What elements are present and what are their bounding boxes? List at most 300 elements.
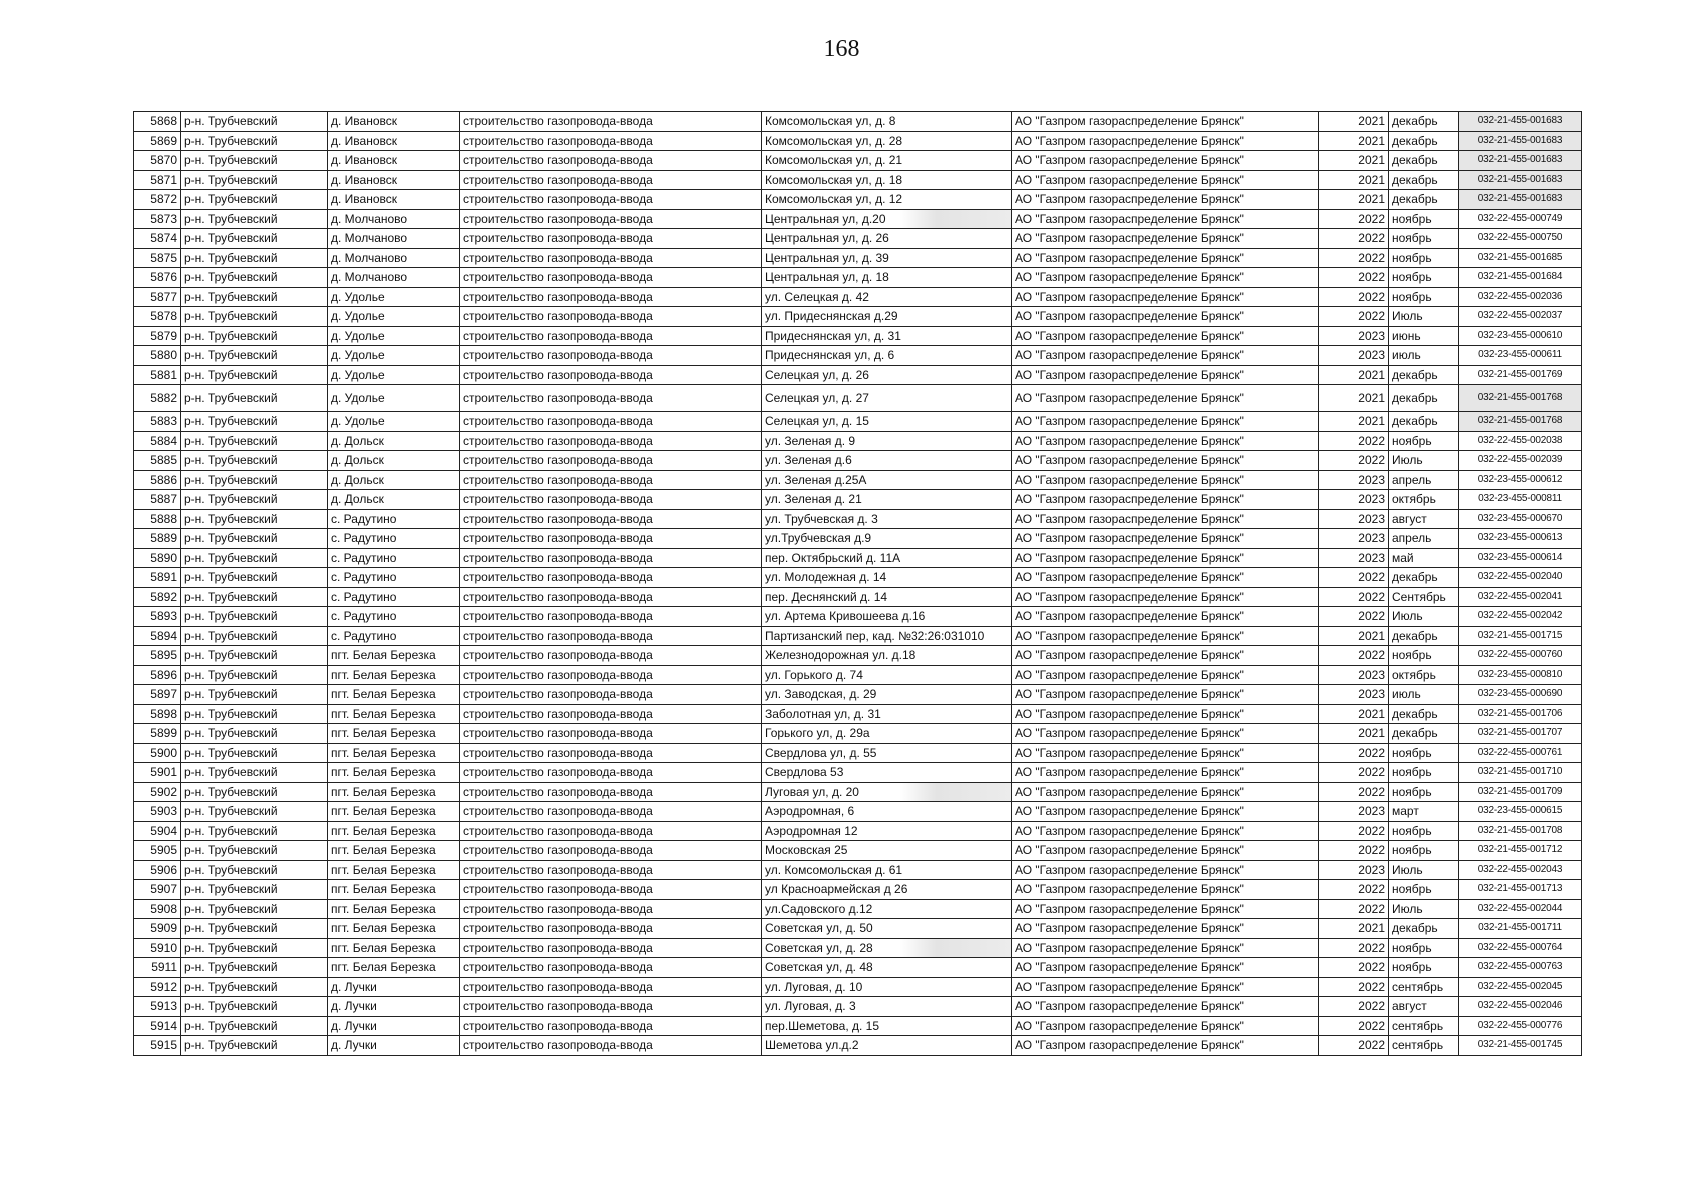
- work-type-cell: строительство газопровода-ввода: [460, 346, 762, 366]
- year-cell: 2021: [1319, 704, 1389, 724]
- district-cell: р-н. Трубчевский: [181, 307, 328, 327]
- locality-cell: д. Лучки: [328, 1036, 460, 1056]
- code-cell: 032-21-455-001768: [1459, 385, 1582, 412]
- district-cell: р-н. Трубчевский: [181, 451, 328, 471]
- organization-cell: АО "Газпром газораспределение Брянск": [1012, 860, 1319, 880]
- row-number: 5877: [134, 287, 181, 307]
- work-type-cell: строительство газопровода-ввода: [460, 938, 762, 958]
- work-type-cell: строительство газопровода-ввода: [460, 190, 762, 210]
- address-cell: ул. Комсомольская д. 61: [762, 860, 1012, 880]
- district-cell: р-н. Трубчевский: [181, 841, 328, 861]
- year-cell: 2022: [1319, 938, 1389, 958]
- table-row: [134, 412, 1582, 432]
- table-body: [134, 112, 1582, 1056]
- year-cell: 2021: [1319, 919, 1389, 939]
- table-row: [134, 490, 1582, 510]
- year-cell: 2023: [1319, 529, 1389, 549]
- table-row: [134, 938, 1582, 958]
- row-number: 5869: [134, 131, 181, 151]
- address-cell: Московская 25: [762, 841, 1012, 861]
- year-cell: 2023: [1319, 548, 1389, 568]
- organization-cell: АО "Газпром газораспределение Брянск": [1012, 724, 1319, 744]
- address-cell: Комсомольская ул, д. 18: [762, 170, 1012, 190]
- address-cell: ул. Придеснянская д.29: [762, 307, 1012, 327]
- work-type-cell: строительство газопровода-ввода: [460, 568, 762, 588]
- locality-cell: д. Дольск: [328, 490, 460, 510]
- year-cell: 2021: [1319, 112, 1389, 132]
- work-type-cell: строительство газопровода-ввода: [460, 490, 762, 510]
- code-cell: 032-22-455-002037: [1459, 307, 1582, 327]
- work-type-cell: строительство газопровода-ввода: [460, 151, 762, 171]
- month-cell: апрель: [1389, 529, 1459, 549]
- month-cell: ноябрь: [1389, 782, 1459, 802]
- organization-cell: АО "Газпром газораспределение Брянск": [1012, 307, 1319, 327]
- address-cell: Свердлова 53: [762, 763, 1012, 783]
- address-cell: ул.Садовского д.12: [762, 899, 1012, 919]
- organization-cell: АО "Газпром газораспределение Брянск": [1012, 412, 1319, 432]
- table-row: [134, 802, 1582, 822]
- year-cell: 2022: [1319, 587, 1389, 607]
- row-number: 5912: [134, 977, 181, 997]
- table-row: [134, 997, 1582, 1017]
- work-type-cell: строительство газопровода-ввода: [460, 899, 762, 919]
- organization-cell: АО "Газпром газораспределение Брянск": [1012, 529, 1319, 549]
- code-cell: 032-21-455-001707: [1459, 724, 1582, 744]
- year-cell: 2021: [1319, 131, 1389, 151]
- organization-cell: АО "Газпром газораспределение Брянск": [1012, 646, 1319, 666]
- year-cell: 2023: [1319, 509, 1389, 529]
- district-cell: р-н. Трубчевский: [181, 724, 328, 744]
- locality-cell: пгт. Белая Березка: [328, 938, 460, 958]
- table-row: [134, 607, 1582, 627]
- table-row: [134, 763, 1582, 783]
- row-number: 5875: [134, 248, 181, 268]
- address-cell: ул. Горького д. 74: [762, 665, 1012, 685]
- year-cell: 2023: [1319, 802, 1389, 822]
- locality-cell: д. Лучки: [328, 977, 460, 997]
- row-number: 5904: [134, 821, 181, 841]
- row-number: 5885: [134, 451, 181, 471]
- district-cell: р-н. Трубчевский: [181, 287, 328, 307]
- work-type-cell: строительство газопровода-ввода: [460, 821, 762, 841]
- month-cell: июнь: [1389, 326, 1459, 346]
- work-type-cell: строительство газопровода-ввода: [460, 919, 762, 939]
- month-cell: декабрь: [1389, 724, 1459, 744]
- work-type-cell: строительство газопровода-ввода: [460, 307, 762, 327]
- table-row: [134, 665, 1582, 685]
- address-cell: Селецкая ул, д. 15: [762, 412, 1012, 432]
- organization-cell: АО "Газпром газораспределение Брянск": [1012, 548, 1319, 568]
- organization-cell: АО "Газпром газораспределение Брянск": [1012, 248, 1319, 268]
- year-cell: 2021: [1319, 724, 1389, 744]
- row-number: 5913: [134, 997, 181, 1017]
- address-cell: Центральная ул, д.20: [762, 209, 1012, 229]
- district-cell: р-н. Трубчевский: [181, 880, 328, 900]
- locality-cell: пгт. Белая Березка: [328, 763, 460, 783]
- organization-cell: АО "Газпром газораспределение Брянск": [1012, 287, 1319, 307]
- code-cell: 032-21-455-001706: [1459, 704, 1582, 724]
- month-cell: Сентябрь: [1389, 587, 1459, 607]
- table-row: [134, 587, 1582, 607]
- row-number: 5878: [134, 307, 181, 327]
- year-cell: 2022: [1319, 268, 1389, 288]
- table-row: [134, 209, 1582, 229]
- locality-cell: пгт. Белая Березка: [328, 919, 460, 939]
- district-cell: р-н. Трубчевский: [181, 431, 328, 451]
- locality-cell: д. Молчаново: [328, 229, 460, 249]
- work-type-cell: строительство газопровода-ввода: [460, 431, 762, 451]
- organization-cell: АО "Газпром газораспределение Брянск": [1012, 490, 1319, 510]
- table-row: [134, 977, 1582, 997]
- code-cell: 032-21-455-001709: [1459, 782, 1582, 802]
- month-cell: Июль: [1389, 607, 1459, 627]
- year-cell: 2022: [1319, 607, 1389, 627]
- district-cell: р-н. Трубчевский: [181, 685, 328, 705]
- month-cell: декабрь: [1389, 704, 1459, 724]
- table-row: [134, 724, 1582, 744]
- month-cell: ноябрь: [1389, 938, 1459, 958]
- year-cell: 2022: [1319, 229, 1389, 249]
- address-cell: ул.Трубчевская д.9: [762, 529, 1012, 549]
- page-number: 168: [823, 36, 860, 62]
- organization-cell: АО "Газпром газораспределение Брянск": [1012, 626, 1319, 646]
- code-cell: 032-23-455-000614: [1459, 548, 1582, 568]
- row-number: 5871: [134, 170, 181, 190]
- table-row: [134, 958, 1582, 978]
- district-cell: р-н. Трубчевский: [181, 151, 328, 171]
- district-cell: р-н. Трубчевский: [181, 365, 328, 385]
- district-cell: р-н. Трубчевский: [181, 821, 328, 841]
- row-number: 5896: [134, 665, 181, 685]
- month-cell: март: [1389, 802, 1459, 822]
- address-cell: Советская ул, д. 50: [762, 919, 1012, 939]
- address-cell: Комсомольская ул, д. 8: [762, 112, 1012, 132]
- address-cell: Аэродромная, 6: [762, 802, 1012, 822]
- work-type-cell: строительство газопровода-ввода: [460, 131, 762, 151]
- locality-cell: д. Молчаново: [328, 248, 460, 268]
- organization-cell: АО "Газпром газораспределение Брянск": [1012, 451, 1319, 471]
- table-row: [134, 860, 1582, 880]
- address-cell: Комсомольская ул, д. 28: [762, 131, 1012, 151]
- locality-cell: пгт. Белая Березка: [328, 821, 460, 841]
- year-cell: 2023: [1319, 490, 1389, 510]
- table-row: [134, 509, 1582, 529]
- district-cell: р-н. Трубчевский: [181, 190, 328, 210]
- work-type-cell: строительство газопровода-ввода: [460, 841, 762, 861]
- row-number: 5907: [134, 880, 181, 900]
- work-type-cell: строительство газопровода-ввода: [460, 626, 762, 646]
- locality-cell: с. Радутино: [328, 529, 460, 549]
- month-cell: декабрь: [1389, 190, 1459, 210]
- address-cell: ул. Луговая, д. 3: [762, 997, 1012, 1017]
- month-cell: Июль: [1389, 451, 1459, 471]
- code-cell: 032-22-455-002044: [1459, 899, 1582, 919]
- organization-cell: АО "Газпром газораспределение Брянск": [1012, 802, 1319, 822]
- district-cell: р-н. Трубчевский: [181, 607, 328, 627]
- table-row: [134, 568, 1582, 588]
- month-cell: ноябрь: [1389, 209, 1459, 229]
- locality-cell: д. Молчаново: [328, 209, 460, 229]
- code-cell: 032-22-455-000764: [1459, 938, 1582, 958]
- year-cell: 2022: [1319, 841, 1389, 861]
- code-cell: 032-23-455-000670: [1459, 509, 1582, 529]
- organization-cell: АО "Газпром газораспределение Брянск": [1012, 209, 1319, 229]
- table-row: [134, 880, 1582, 900]
- table-row: [134, 326, 1582, 346]
- code-cell: 032-22-455-000749: [1459, 209, 1582, 229]
- table-row: [134, 841, 1582, 861]
- locality-cell: д. Ивановск: [328, 131, 460, 151]
- work-type-cell: строительство газопровода-ввода: [460, 1016, 762, 1036]
- locality-cell: д. Удолье: [328, 346, 460, 366]
- work-type-cell: строительство газопровода-ввода: [460, 782, 762, 802]
- table-row: [134, 470, 1582, 490]
- work-type-cell: строительство газопровода-ввода: [460, 587, 762, 607]
- locality-cell: пгт. Белая Березка: [328, 802, 460, 822]
- organization-cell: АО "Газпром газораспределение Брянск": [1012, 268, 1319, 288]
- code-cell: 032-21-455-001715: [1459, 626, 1582, 646]
- code-cell: 032-21-455-001745: [1459, 1036, 1582, 1056]
- district-cell: р-н. Трубчевский: [181, 548, 328, 568]
- address-cell: Придеснянская ул, д. 31: [762, 326, 1012, 346]
- work-type-cell: строительство газопровода-ввода: [460, 268, 762, 288]
- code-cell: 032-22-455-000761: [1459, 743, 1582, 763]
- organization-cell: АО "Газпром газораспределение Брянск": [1012, 841, 1319, 861]
- code-cell: 032-22-455-002041: [1459, 587, 1582, 607]
- code-cell: 032-22-455-002042: [1459, 607, 1582, 627]
- address-cell: Комсомольская ул, д. 12: [762, 190, 1012, 210]
- address-cell: ул. Заводская, д. 29: [762, 685, 1012, 705]
- year-cell: 2022: [1319, 646, 1389, 666]
- work-type-cell: строительство газопровода-ввода: [460, 470, 762, 490]
- table-row: [134, 782, 1582, 802]
- month-cell: сентябрь: [1389, 977, 1459, 997]
- work-type-cell: строительство газопровода-ввода: [460, 529, 762, 549]
- district-cell: р-н. Трубчевский: [181, 385, 328, 412]
- code-cell: 032-22-455-000776: [1459, 1016, 1582, 1036]
- table-row: [134, 248, 1582, 268]
- row-number: 5883: [134, 412, 181, 432]
- organization-cell: АО "Газпром газораспределение Брянск": [1012, 958, 1319, 978]
- table-row: [134, 685, 1582, 705]
- row-number: 5911: [134, 958, 181, 978]
- locality-cell: пгт. Белая Березка: [328, 899, 460, 919]
- locality-cell: пгт. Белая Березка: [328, 685, 460, 705]
- locality-cell: д. Удолье: [328, 307, 460, 327]
- year-cell: 2022: [1319, 880, 1389, 900]
- address-cell: Селецкая ул, д. 26: [762, 365, 1012, 385]
- organization-cell: АО "Газпром газораспределение Брянск": [1012, 509, 1319, 529]
- table-row: [134, 646, 1582, 666]
- locality-cell: д. Дольск: [328, 431, 460, 451]
- year-cell: 2022: [1319, 958, 1389, 978]
- address-cell: ул Красноармейская д 26: [762, 880, 1012, 900]
- district-cell: р-н. Трубчевский: [181, 1036, 328, 1056]
- work-type-cell: строительство газопровода-ввода: [460, 743, 762, 763]
- district-cell: р-н. Трубчевский: [181, 326, 328, 346]
- work-type-cell: строительство газопровода-ввода: [460, 977, 762, 997]
- district-cell: р-н. Трубчевский: [181, 170, 328, 190]
- organization-cell: АО "Газпром газораспределение Брянск": [1012, 763, 1319, 783]
- row-number: 5897: [134, 685, 181, 705]
- year-cell: 2022: [1319, 821, 1389, 841]
- table-row: [134, 268, 1582, 288]
- month-cell: ноябрь: [1389, 646, 1459, 666]
- year-cell: 2022: [1319, 997, 1389, 1017]
- row-number: 5901: [134, 763, 181, 783]
- locality-cell: д. Удолье: [328, 365, 460, 385]
- address-cell: Советская ул, д. 48: [762, 958, 1012, 978]
- district-cell: р-н. Трубчевский: [181, 1016, 328, 1036]
- year-cell: 2023: [1319, 346, 1389, 366]
- code-cell: 032-21-455-001710: [1459, 763, 1582, 783]
- address-cell: Аэродромная 12: [762, 821, 1012, 841]
- code-cell: 032-23-455-000690: [1459, 685, 1582, 705]
- table-row: [134, 190, 1582, 210]
- year-cell: 2022: [1319, 743, 1389, 763]
- work-type-cell: строительство газопровода-ввода: [460, 997, 762, 1017]
- district-cell: р-н. Трубчевский: [181, 782, 328, 802]
- organization-cell: АО "Газпром газораспределение Брянск": [1012, 919, 1319, 939]
- table-row: [134, 112, 1582, 132]
- month-cell: декабрь: [1389, 131, 1459, 151]
- year-cell: 2022: [1319, 431, 1389, 451]
- row-number: 5882: [134, 385, 181, 412]
- locality-cell: д. Ивановск: [328, 190, 460, 210]
- locality-cell: пгт. Белая Березка: [328, 724, 460, 744]
- district-cell: р-н. Трубчевский: [181, 860, 328, 880]
- code-cell: 032-22-455-002046: [1459, 997, 1582, 1017]
- month-cell: ноябрь: [1389, 841, 1459, 861]
- table-row: [134, 385, 1582, 412]
- row-number: 5903: [134, 802, 181, 822]
- work-type-cell: строительство газопровода-ввода: [460, 509, 762, 529]
- table-row: [134, 287, 1582, 307]
- year-cell: 2021: [1319, 190, 1389, 210]
- address-cell: Шеметова ул.д.2: [762, 1036, 1012, 1056]
- table-row: [134, 1036, 1582, 1056]
- code-cell: 032-23-455-000610: [1459, 326, 1582, 346]
- row-number: 5887: [134, 490, 181, 510]
- district-cell: р-н. Трубчевский: [181, 938, 328, 958]
- month-cell: ноябрь: [1389, 248, 1459, 268]
- code-cell: 032-21-455-001768: [1459, 412, 1582, 432]
- row-number: 5870: [134, 151, 181, 171]
- year-cell: 2022: [1319, 1036, 1389, 1056]
- month-cell: Июль: [1389, 899, 1459, 919]
- month-cell: август: [1389, 997, 1459, 1017]
- year-cell: 2022: [1319, 899, 1389, 919]
- table-row: [134, 919, 1582, 939]
- row-number: 5906: [134, 860, 181, 880]
- district-cell: р-н. Трубчевский: [181, 529, 328, 549]
- year-cell: 2021: [1319, 151, 1389, 171]
- address-cell: ул. Зеленая д.6: [762, 451, 1012, 471]
- locality-cell: д. Удолье: [328, 326, 460, 346]
- district-cell: р-н. Трубчевский: [181, 229, 328, 249]
- organization-cell: АО "Газпром газораспределение Брянск": [1012, 587, 1319, 607]
- code-cell: 032-21-455-001683: [1459, 112, 1582, 132]
- district-cell: р-н. Трубчевский: [181, 412, 328, 432]
- month-cell: октябрь: [1389, 665, 1459, 685]
- code-cell: 032-23-455-000615: [1459, 802, 1582, 822]
- address-cell: Железнодорожная ул. д.18: [762, 646, 1012, 666]
- district-cell: р-н. Трубчевский: [181, 763, 328, 783]
- district-cell: р-н. Трубчевский: [181, 248, 328, 268]
- code-cell: 032-23-455-000613: [1459, 529, 1582, 549]
- organization-cell: АО "Газпром газораспределение Брянск": [1012, 229, 1319, 249]
- month-cell: сентябрь: [1389, 1016, 1459, 1036]
- row-number: 5872: [134, 190, 181, 210]
- year-cell: 2023: [1319, 326, 1389, 346]
- work-type-cell: строительство газопровода-ввода: [460, 209, 762, 229]
- code-cell: 032-22-455-002038: [1459, 431, 1582, 451]
- code-cell: 032-23-455-000612: [1459, 470, 1582, 490]
- code-cell: 032-21-455-001683: [1459, 131, 1582, 151]
- organization-cell: АО "Газпром газораспределение Брянск": [1012, 821, 1319, 841]
- month-cell: Июль: [1389, 860, 1459, 880]
- address-cell: Луговая ул, д. 20: [762, 782, 1012, 802]
- address-cell: Заболотная ул, д. 31: [762, 704, 1012, 724]
- month-cell: Июль: [1389, 307, 1459, 327]
- locality-cell: с. Радутино: [328, 626, 460, 646]
- code-cell: 032-22-455-002039: [1459, 451, 1582, 471]
- address-cell: ул. Трубчевская д. 3: [762, 509, 1012, 529]
- year-cell: 2022: [1319, 209, 1389, 229]
- row-number: 5892: [134, 587, 181, 607]
- address-cell: ул. Молодежная д. 14: [762, 568, 1012, 588]
- year-cell: 2023: [1319, 470, 1389, 490]
- work-type-cell: строительство газопровода-ввода: [460, 248, 762, 268]
- work-type-cell: строительство газопровода-ввода: [460, 326, 762, 346]
- locality-cell: пгт. Белая Березка: [328, 860, 460, 880]
- code-cell: 032-22-455-000763: [1459, 958, 1582, 978]
- address-cell: Центральная ул, д. 39: [762, 248, 1012, 268]
- code-cell: 032-21-455-001683: [1459, 170, 1582, 190]
- organization-cell: АО "Газпром газораспределение Брянск": [1012, 782, 1319, 802]
- organization-cell: АО "Газпром газораспределение Брянск": [1012, 997, 1319, 1017]
- address-cell: Комсомольская ул, д. 21: [762, 151, 1012, 171]
- code-cell: 032-21-455-001683: [1459, 151, 1582, 171]
- year-cell: 2022: [1319, 763, 1389, 783]
- organization-cell: АО "Газпром газораспределение Брянск": [1012, 170, 1319, 190]
- organization-cell: АО "Газпром газораспределение Брянск": [1012, 568, 1319, 588]
- locality-cell: д. Молчаново: [328, 268, 460, 288]
- work-type-cell: строительство газопровода-ввода: [460, 860, 762, 880]
- address-cell: Селецкая ул, д. 27: [762, 385, 1012, 412]
- locality-cell: с. Радутино: [328, 509, 460, 529]
- address-cell: пер.Шеметова, д. 15: [762, 1016, 1012, 1036]
- locality-cell: д. Лучки: [328, 1016, 460, 1036]
- row-number: 5900: [134, 743, 181, 763]
- month-cell: ноябрь: [1389, 431, 1459, 451]
- row-number: 5914: [134, 1016, 181, 1036]
- organization-cell: АО "Газпром газораспределение Брянск": [1012, 470, 1319, 490]
- year-cell: 2022: [1319, 977, 1389, 997]
- organization-cell: АО "Газпром газораспределение Брянск": [1012, 685, 1319, 705]
- work-type-cell: строительство газопровода-ввода: [460, 724, 762, 744]
- row-number: 5890: [134, 548, 181, 568]
- locality-cell: пгт. Белая Березка: [328, 704, 460, 724]
- year-cell: 2023: [1319, 860, 1389, 880]
- code-cell: 032-23-455-000611: [1459, 346, 1582, 366]
- table-row: [134, 229, 1582, 249]
- year-cell: 2022: [1319, 568, 1389, 588]
- organization-cell: АО "Газпром газораспределение Брянск": [1012, 326, 1319, 346]
- month-cell: ноябрь: [1389, 821, 1459, 841]
- organization-cell: АО "Газпром газораспределение Брянск": [1012, 151, 1319, 171]
- code-cell: 032-23-455-000810: [1459, 665, 1582, 685]
